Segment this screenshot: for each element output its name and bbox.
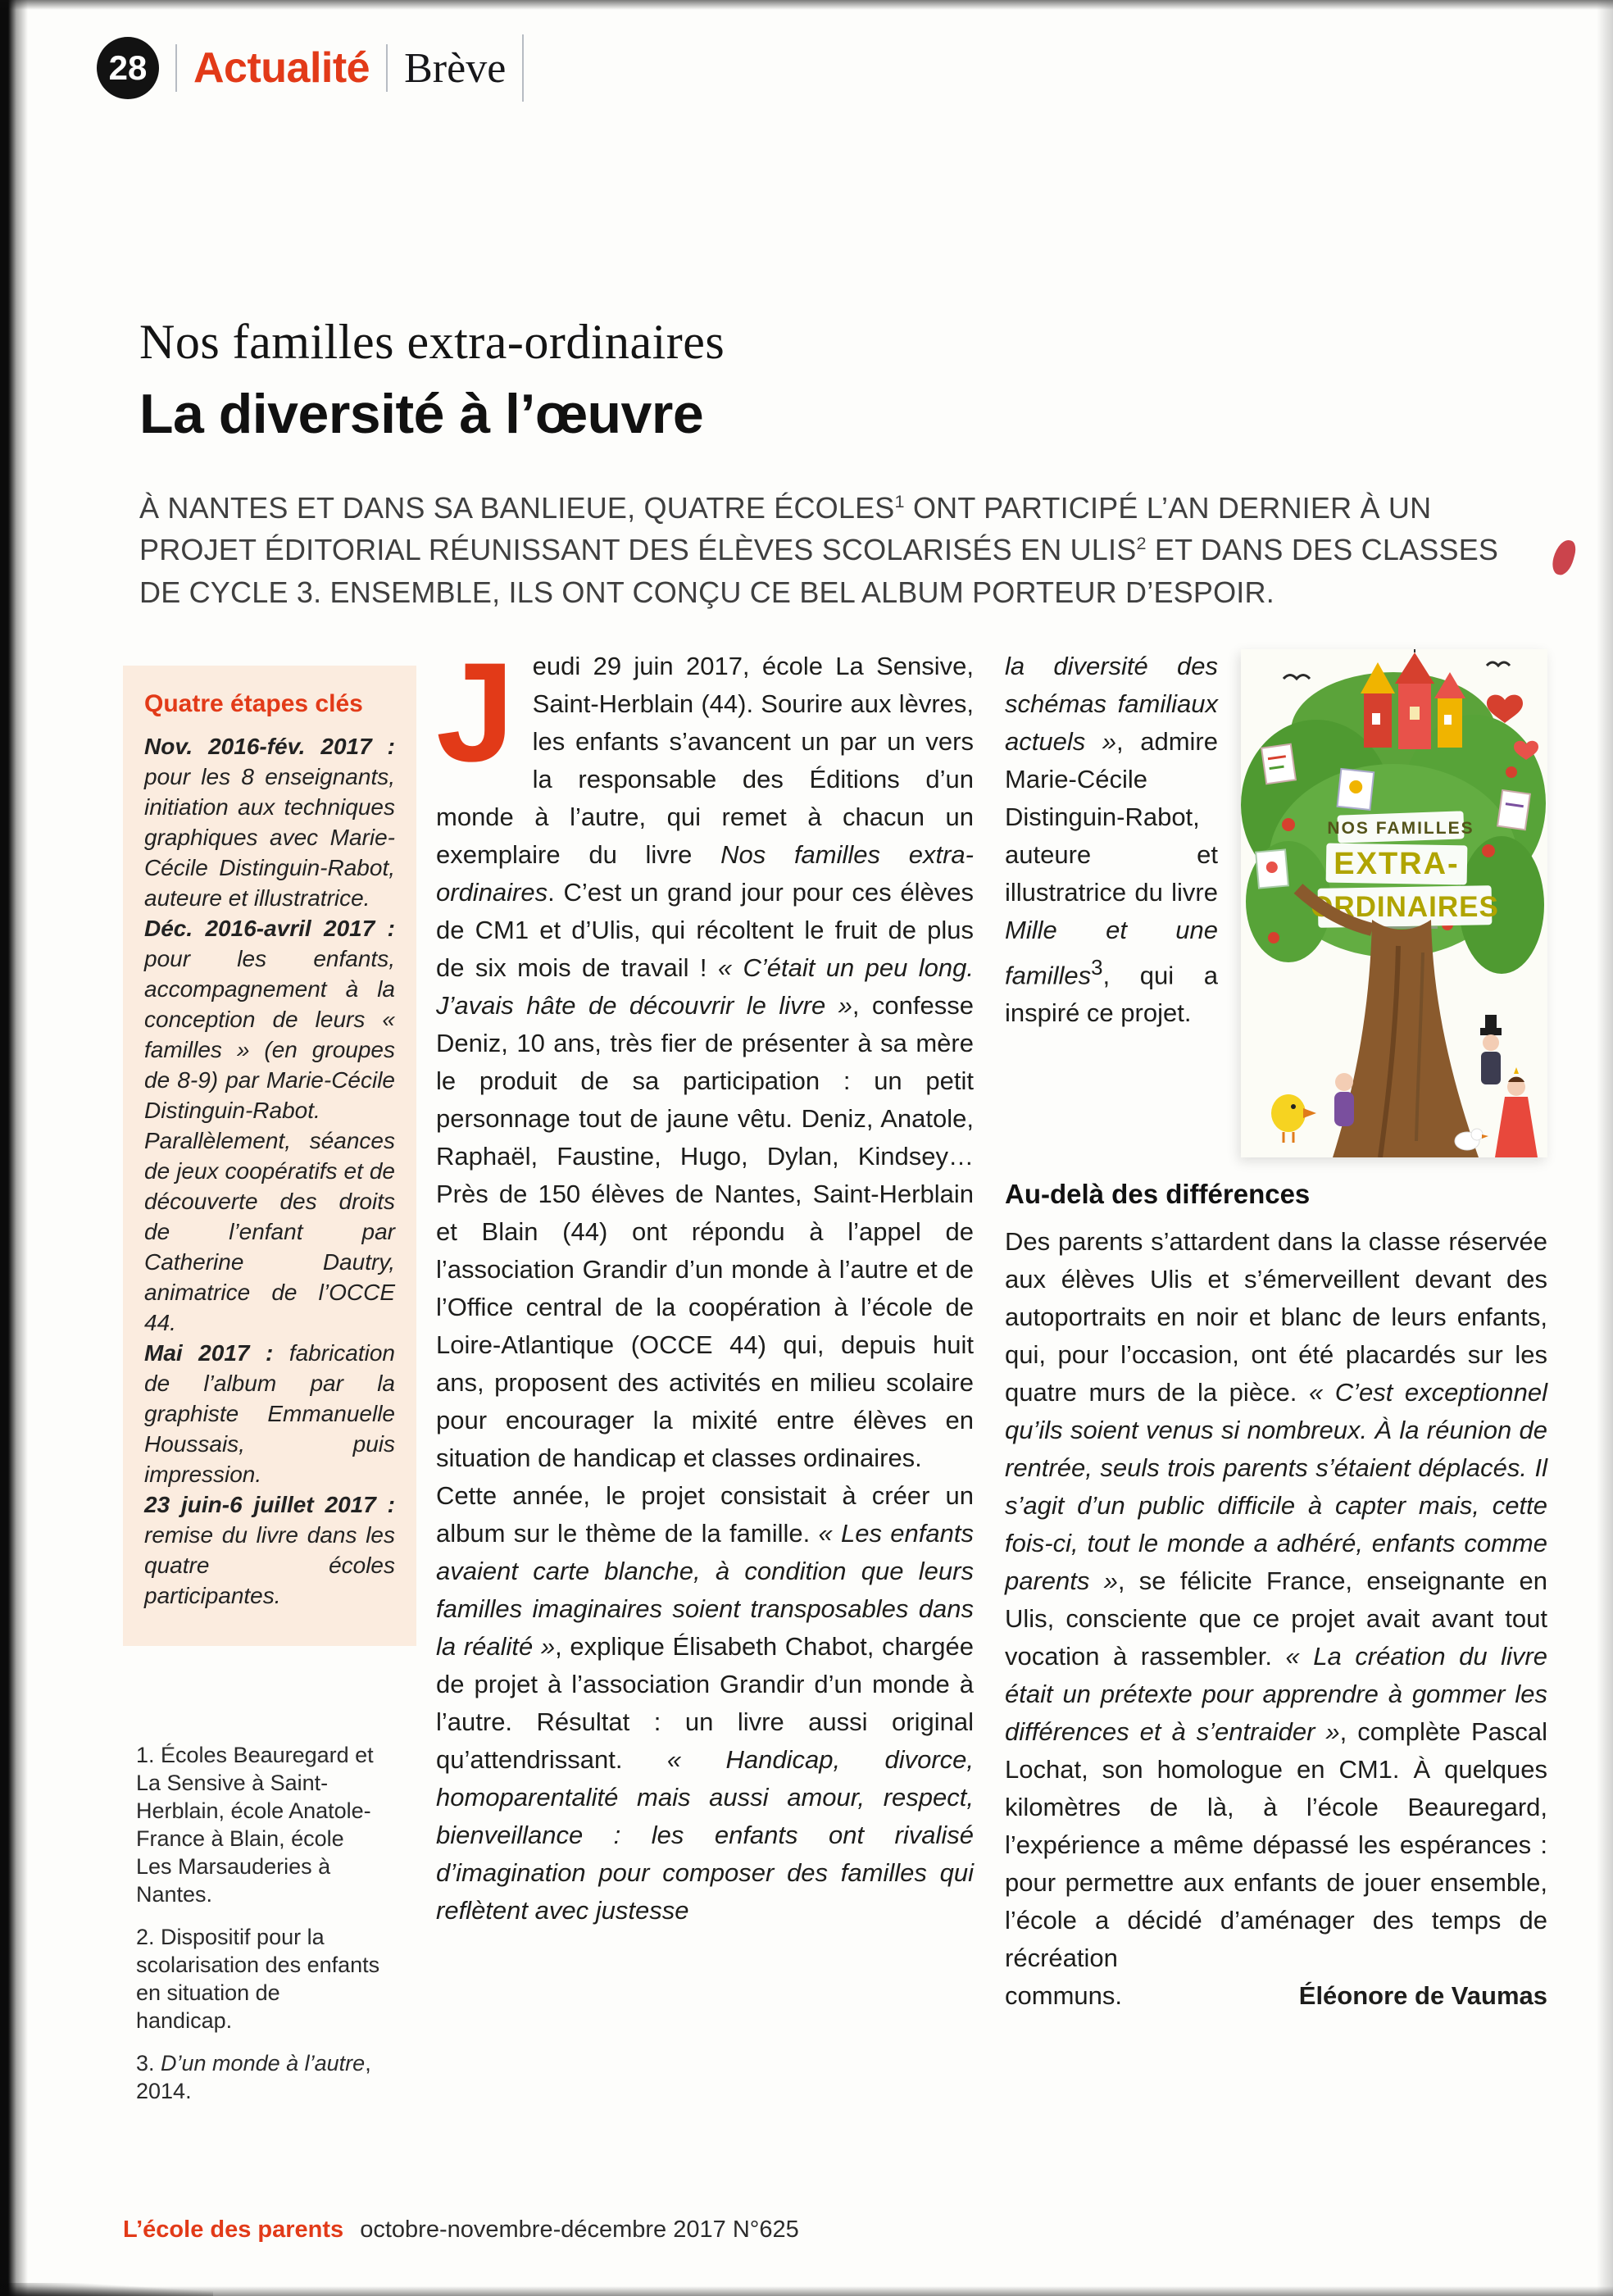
standfirst: À NANTES ET DANS SA BANLIEUE, QUATRE ÉCOLES$^1$ ONT PARTICIPÉ L’AN DERNIER À UN PROJET ÉDITORIAL RÉUNISSANT DES ÉLÈVES SCOLARISÉS EN ULIS$^2$ ET DANS DES CLASSES DE CYCLE 3. ENSEMBLE, ILS ONT CONÇU CE BEL ALBUM PORTEUR D’ESPOIR. [139, 491, 1499, 609]
sidebar-title: Quatre étapes clés [144, 690, 363, 717]
headline-block [139, 315, 1533, 613]
page-header [97, 34, 540, 102]
sidebar-key-steps [123, 666, 416, 1646]
article-kicker: Nos familles extra-ordinaires [139, 315, 725, 369]
footnote: 1. Écoles Beauregard et La Sensive à Saint-Herblain, école Anatole-France à Blain, école Les Marsauderies à Nantes. [136, 1743, 374, 1907]
cover-title-line1: EXTRA- [1334, 847, 1460, 881]
article-paragraph [436, 634, 974, 1477]
rubric-label: Brève [404, 44, 507, 92]
closing-line [1005, 1977, 1547, 2015]
scan-edge-left [0, 0, 28, 2296]
scan-edge-top [0, 0, 1613, 10]
article-column-2 [1005, 648, 1547, 2015]
header-divider [522, 34, 524, 102]
section-label: Actualité [193, 44, 370, 92]
book-cover-illustration [1241, 649, 1547, 1157]
dropcap: J [436, 634, 515, 791]
book-cover-image [1241, 649, 1547, 1157]
cover-title-small: NOS FAMILLES [1327, 819, 1474, 838]
article-column-1 [436, 634, 975, 1930]
article-subhead: Au-delà des différences [1005, 1179, 1311, 1209]
cover-title-line2: ORDINAIRES [1311, 891, 1499, 923]
paragraph-text: eudi 29 juin 2017, école La Sensive, Saint-Herblain (44). Sourire aux lèvres, les enfants s’avancent un par un vers la responsable des Éditions d’un monde à l’autre, qui remet à chacun un exemplaire du livre Nos familles extra-ordinaires. C’est un grand jour pour ces élèves de CM1 et d’Ulis, qui récoltent le fruit de plus de six mois de travail ! « C’était un peu long. J’avais hâte de découvrir le livre », confesse Deniz, 10 ans, très fier de présenter à sa mère le produit de sa participation : un petit personnage tout de jaune vêtu. Deniz, Anatole, Raphaël, Faustine, Hugo, Dylan, Kindsey… Près de 150 élèves de Nantes, Saint-Herblain et Blain (44) ont répondu à l’appel de l’association Grandir d’un monde à l’autre et de l’Office central de la coopération à l’école de Loire-Atlantique (OCCE 44) qui, depuis huit ans, proposent des activités en milieu scolaire pour encourager la mixité entre élèves en situation de handicap et classes ordinaires. [436, 652, 974, 1472]
scan-artifact-red-mark [1550, 538, 1579, 578]
sidebar-step: Nov. 2016-fév. 2017 : pour les 8 enseignants, initiation aux techniques graphiques avec Marie-Cécile Distinguin-Rabot, auteure et illustratrice. [144, 734, 395, 911]
page-number-badge [97, 37, 159, 99]
footnote: 2. Dispositif pour la scolarisation des enfants en situation de handicap. [136, 1925, 380, 2033]
magazine-name: L’école des parents [123, 2216, 344, 2243]
byline: Éléonore de Vaumas [1298, 1981, 1547, 2010]
sidebar-step: 23 juin-6 juillet 2017 : remise du livre dans les quatre écoles participantes. [144, 1492, 395, 1608]
scan-corner-shadow [0, 2283, 213, 2296]
article-paragraph: la diversité des schémas familiaux actuels », admire Marie-Cécile Distinguin-Rabot, auteure et illustratrice du livre Mille et une familles$^3$, qui a inspiré ce projet. [1005, 652, 1218, 1028]
sidebar-step: Déc. 2016-avril 2017 : pour les enfants, accompagnement à la conception de leurs « familles » (en groupes de 8-9) par Marie-Cécile Distinguin-Rabot. Parallèlement, séances de jeux coopératifs et de découverte des droits de l’enfant par Catherine Dautry, animatrice de l’OCCE 44. [144, 916, 395, 1335]
article-title: La diversité à l’œuvre [139, 383, 704, 445]
page-footer [123, 2216, 799, 2244]
scan-edge-bottom [0, 2286, 1613, 2296]
header-divider [175, 44, 177, 92]
footnote: 3. D’un monde à l’autre, 2014. [136, 2051, 371, 2103]
article-paragraph: Cette année, le projet consistait à créer un album sur le thème de la famille. « Les enfants avaient carte blanche, à condition que leurs familles imaginaires soient transposables dans la réalité », explique Élisabeth Chabot, chargée de projet à l’association Grandir d’un monde à l’autre. Résultat : un livre aussi original qu’attendrissant. « Handicap, divorce, homoparentalité mais aussi amour, respect, bienveillance : les enfants ont rivalisé d’imagination pour composer des familles qui reflètent avec justesse [436, 1481, 975, 1925]
issue-info: octobre-novembre-décembre 2017 N°625 [360, 2216, 799, 2243]
sidebar-step: Mai 2017 : fabrication de l’album par la graphiste Emmanuelle Houssais, puis impression. [144, 1340, 395, 1487]
page-number: 28 [108, 48, 148, 87]
article-paragraph: Des parents s’attardent dans la classe réservée aux élèves Ulis et s’émerveillent devant des autoportraits en noir et blanc de leurs enfants, qui, pour l’occasion, ont été placardés sur les quatre murs de la pièce. « C’est exceptionnel qu’ils soient venus si nombreux. À la réunion de rentrée, seuls trois parents s’étaient déplacés. Il s’agit d’un public difficile à capter mais, cette fois-ci, tout le monde a adhéré, enfants comme parents », se félicite France, enseignante en Ulis, consciente que ce projet avait avant tout vocation à rassembler. « La création du livre était un prétexte pour apprendre à gommer les différences et à s’entraider », complète Pascal Lochat, son homologue en CM1. À quelques kilomètres de là, à l’école Beauregard, l’expérience a même dépassé les espérances : pour permettre aux enfants de jouer ensemble, l’école a décidé d’aménager des temps de récréation [1005, 1227, 1548, 1972]
footnotes [136, 1741, 382, 2105]
header-divider [386, 44, 388, 92]
scan-edge-right [1597, 0, 1613, 2296]
closing-word: communs. [1005, 1981, 1122, 2010]
